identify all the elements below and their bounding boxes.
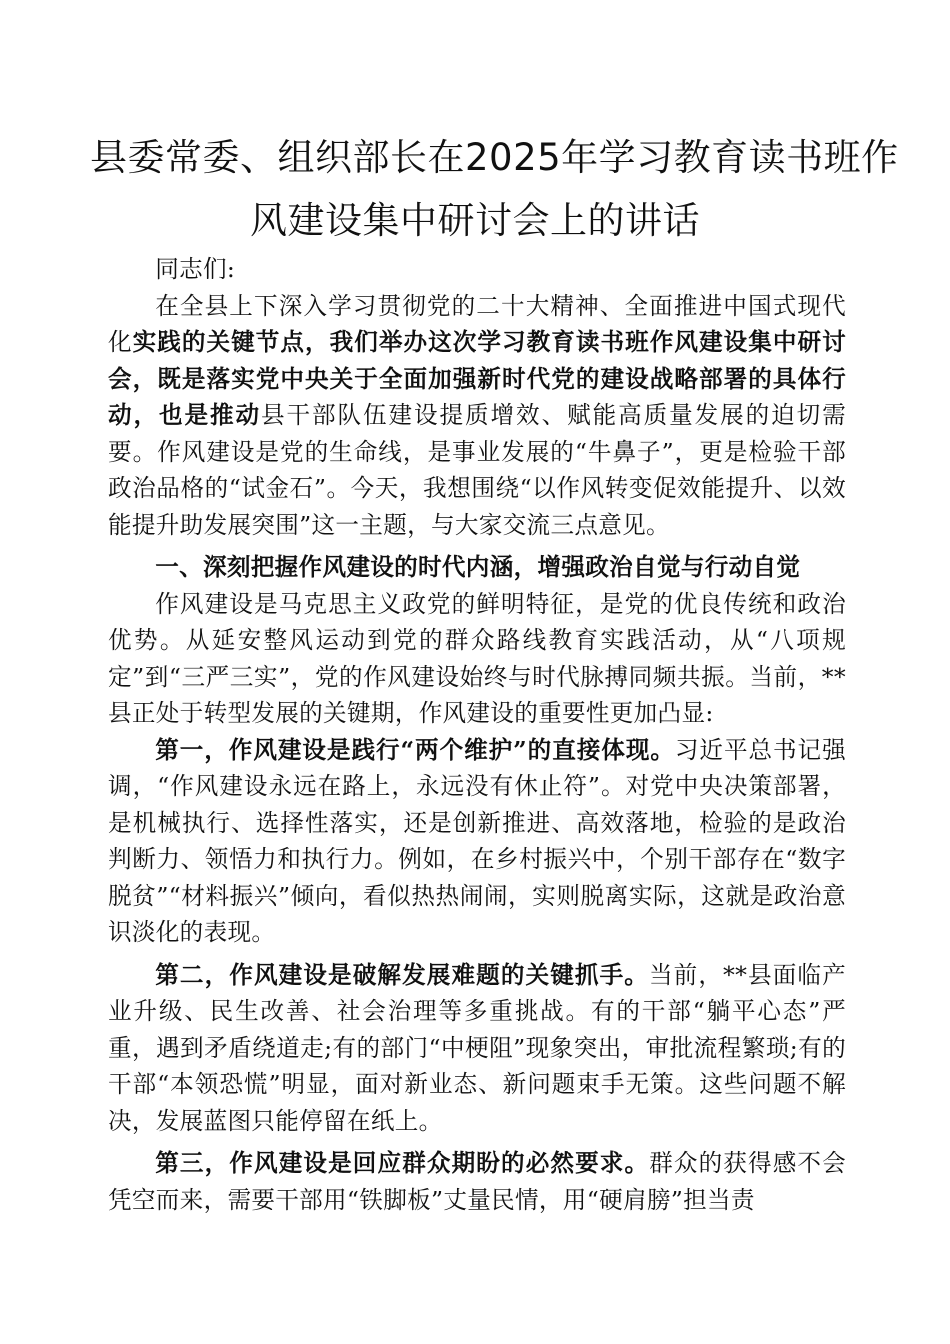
intro-text-a: 在全县上下深入学习贯彻党的二十大精神、全面推进中国式现代化 bbox=[108, 291, 846, 356]
point-3-paragraph bbox=[108, 1145, 846, 1218]
point-3-text: 群众的获得感不会凭空而来，需要干部用“铁脚板”丈量民情，用“硬肩膀”担当责 bbox=[108, 1149, 846, 1214]
intro-paragraph bbox=[108, 288, 846, 544]
intro-text-c: 县干部队伍建设提质增效、赋能高质量发展的迫切需要。作风建设是党的生命线，是事业发展的“牛鼻子”，更是检验干部政治品格的“试金石”。今天，我想围绕“以作风转变促效能提升、以效能提升助发展突围”这一主题，与大家交流三点意见。 bbox=[108, 401, 846, 539]
intro-text-bold: 实践的关键节点，我们举办这次学习教育读书班作风建设集中研讨会，既是落实党中央关于全面加强新时代党的建设战略部署的具体行动，也是推动 bbox=[108, 328, 846, 429]
greeting: 同志们: bbox=[155, 255, 236, 283]
point-2-paragraph bbox=[108, 957, 846, 1140]
document-title-line-2: 风建设集中研讨会上的讲话 bbox=[250, 199, 700, 242]
point-2-lead: 第二，作风建设是破解发展难题的关键抓手。 bbox=[155, 960, 649, 989]
point-2-text: 当前，**县面临产业升级、民生改善、社会治理等多重挑战。有的干部“躺平心态”严重，遇到矛盾绕道走;有的部门“中梗阻”现象突出，审批流程繁琐;有的干部“本领恐慌”明显，面对新业态、新问题束手无策。这些问题不解决，发展蓝图只能停留在纸上。 bbox=[108, 960, 847, 1135]
point-1-text: 习近平总书记强调，“作风建设永远在路上，永远没有休止符”。对党中央决策部署，是机械执行、选择性落实，还是创新推进、高效落地，检验的是政治判断力、领悟力和执行力。例如，在乡村振兴中，个别干部存在“数字脱贫”“材料振兴”倾向，看似热热闹闹，实则脱离实际，这就是政治意识淡化的表现。 bbox=[108, 735, 846, 946]
point-1-paragraph bbox=[108, 732, 846, 951]
document-title-line-1: 县委常委、组织部长在2025年学习教育读书班作 bbox=[90, 136, 899, 179]
section-1-paragraph: 作风建设是马克思主义政党的鲜明特征，是党的优良传统和政治优势。从延安整风运动到党的群众路线教育实践活动，从“八项规定”到“三严三实”，党的作风建设始终与时代脉搏同频共振。当前，**县正处于转型发展的关键期，作风建设的重要性更加凸显: bbox=[108, 589, 846, 727]
document-body bbox=[108, 251, 846, 1218]
point-1-lead: 第一，作风建设是践行“两个维护”的直接体现。 bbox=[155, 735, 675, 764]
point-3-lead: 第三，作风建设是回应群众期盼的必然要求。 bbox=[155, 1149, 650, 1177]
section-1-heading: 一、深刻把握作风建设的时代内涵，增强政治自觉与行动自觉 bbox=[155, 553, 801, 581]
